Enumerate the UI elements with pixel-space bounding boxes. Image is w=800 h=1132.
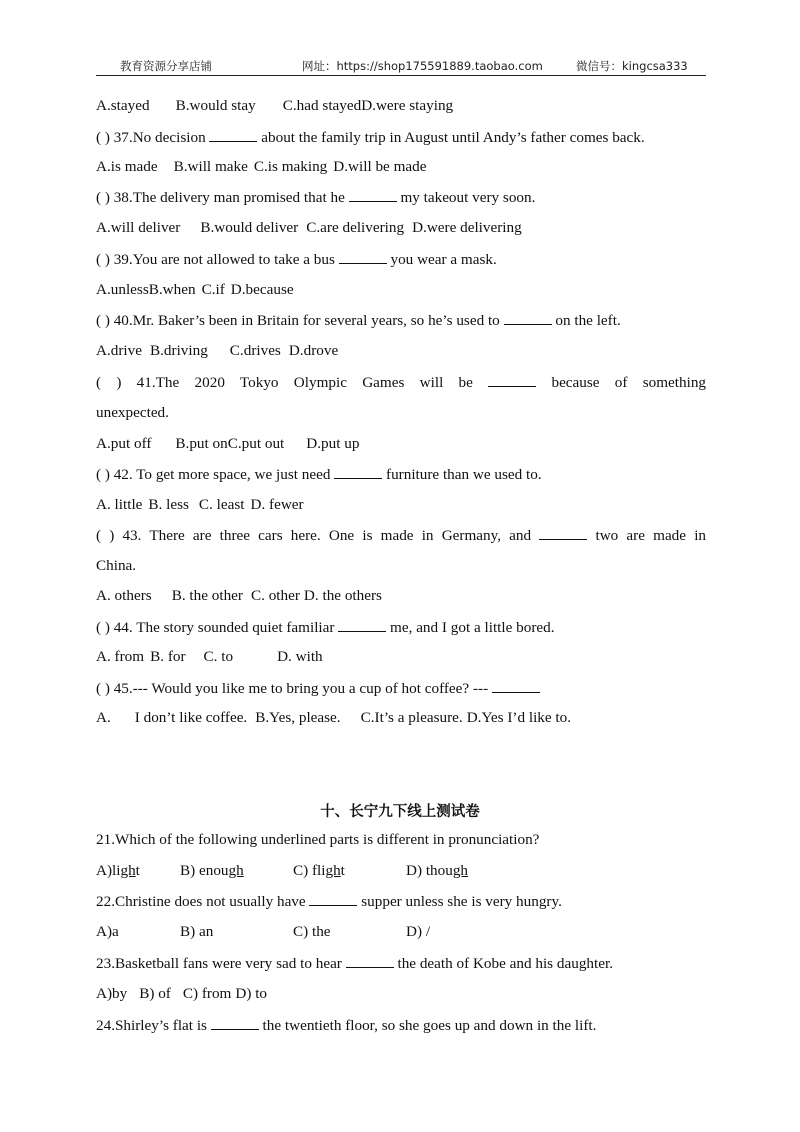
option-d: D) though <box>406 862 469 879</box>
option-d: D.put up <box>306 435 360 452</box>
question-22 <box>96 891 706 912</box>
q22-options <box>96 922 706 942</box>
option-a: A. others <box>96 587 152 604</box>
option-c: C.It’s a pleasure. <box>360 709 463 726</box>
answer-blank <box>211 1015 259 1030</box>
question-text-cont: the twentieth floor, so she goes up and down in the lift. <box>262 1017 597 1034</box>
question-40 <box>96 310 706 331</box>
answer-blank <box>309 891 357 906</box>
option-d: D.because <box>230 281 294 298</box>
option-c: C. other <box>250 587 300 604</box>
question-text-cont: the death of Kobe and his daughter. <box>397 955 613 972</box>
q44-options <box>96 647 706 667</box>
question-text-cont: me, and I got a little bored. <box>390 619 555 636</box>
option-a: A)a <box>96 923 119 940</box>
option-b: B. the other <box>171 587 243 604</box>
question-text: ( ) 38.The delivery man promised that he <box>96 189 345 206</box>
question-text: ( ) 40.Mr. Baker’s been in Britain for several years, so he’s used to <box>96 312 500 329</box>
answer-blank <box>338 617 386 632</box>
option-b: B.Yes, please. <box>255 709 341 726</box>
question-43 <box>96 525 706 546</box>
question-text-cont: two are made in <box>595 527 707 544</box>
option-d: D.drove <box>288 342 339 359</box>
option-c: C. least <box>198 496 245 513</box>
option-b: B.put on <box>175 435 228 452</box>
option-d: D.were staying <box>361 97 454 114</box>
question-text: ( ) 43. There are three cars here. One is made in Germany, and <box>96 527 532 544</box>
answer-blank <box>209 127 257 142</box>
question-24 <box>96 1015 706 1036</box>
q41-options <box>96 434 706 454</box>
option-a: A)light <box>96 862 140 879</box>
option-a-letter: A. <box>96 709 111 726</box>
option-b: B. less <box>148 496 189 513</box>
q37-options <box>96 157 706 177</box>
option-d: D.Yes I’d like to. <box>466 709 572 726</box>
answer-blank <box>339 249 387 264</box>
question-21: 21.Which of the following underlined parts is different in pronunciation? <box>96 831 540 848</box>
option-b: B.would deliver <box>200 219 299 236</box>
option-c: C.are delivering <box>306 219 405 236</box>
question-text-cont: about the family trip in August until Andy’s father comes back. <box>261 129 645 146</box>
q42-options <box>96 495 706 515</box>
option-a: A.will deliver <box>96 219 181 236</box>
header-wechat: 微信号：kingcsa333 <box>576 59 688 73</box>
question-text: 24.Shirley’s flat is <box>96 1017 207 1034</box>
option-d: D) / <box>406 923 431 940</box>
option-c: C.had stayed <box>282 97 362 114</box>
question-text-cont: supper unless she is very hungry. <box>361 893 562 910</box>
question-38 <box>96 187 706 208</box>
question-41 <box>96 372 706 393</box>
option-a: A.put off <box>96 435 152 452</box>
q36-options <box>96 96 706 116</box>
question-text: ( ) 42. To get more space, we just need <box>96 466 331 483</box>
answer-blank <box>539 525 587 540</box>
answer-blank <box>334 464 382 479</box>
option-c: C. to <box>203 648 234 665</box>
option-d: D.were delivering <box>412 219 522 236</box>
question-text-cont: furniture than we used to. <box>386 466 542 483</box>
question-text: ( ) 44. The story sounded quiet familiar <box>96 619 335 636</box>
q21-options <box>96 861 706 881</box>
question-text: ( ) 45.--- Would you like me to bring you a cup of hot coffee? --- <box>96 680 489 697</box>
header-shop-name: 教育资源分享店铺 <box>120 59 212 73</box>
answer-blank <box>504 310 552 325</box>
question-text-cont: you wear a mask. <box>390 251 497 268</box>
question-text: ( ) 37.No decision <box>96 129 206 146</box>
option-a: A.drive <box>96 342 142 359</box>
option-d: D.will be made <box>333 158 427 175</box>
option-a: I don’t like coffee. <box>134 709 248 726</box>
question-42 <box>96 464 706 485</box>
option-c: C) the <box>293 923 331 940</box>
option-b: B.when <box>148 281 196 298</box>
option-b: B) an <box>180 923 214 940</box>
option-c: C.put out <box>227 435 285 452</box>
question-43-cont: China. <box>96 557 137 574</box>
question-text-cont: on the left. <box>555 312 621 329</box>
option-a: A.is made <box>96 158 158 175</box>
section-title: 十、长宁九下线上测试卷 <box>320 804 480 820</box>
q45-options <box>96 708 706 728</box>
option-d: D. the others <box>303 587 382 604</box>
option-d: D. with <box>277 648 323 665</box>
question-45 <box>96 678 706 699</box>
option-b: B. for <box>150 648 186 665</box>
q38-options <box>96 218 706 238</box>
option-c: C) flight <box>293 862 345 879</box>
option-c: C.is making <box>253 158 328 175</box>
option-d: D. fewer <box>250 496 304 513</box>
question-text-cont: my takeout very soon. <box>400 189 536 206</box>
q23-options <box>96 984 706 1004</box>
q40-options <box>96 341 706 361</box>
option-d: D) to <box>235 985 268 1002</box>
option-b: B) of <box>139 985 171 1002</box>
question-text: ( ) 41.The 2020 Tokyo Olympic Games will be <box>96 374 473 391</box>
option-b: B) enough <box>180 862 244 879</box>
page-header <box>96 57 706 76</box>
option-c: C.if <box>201 281 225 298</box>
answer-blank <box>349 187 397 202</box>
q43-options <box>96 586 706 606</box>
question-23 <box>96 953 706 974</box>
option-a: A. little <box>96 496 143 513</box>
answer-blank <box>346 953 394 968</box>
question-37 <box>96 127 706 148</box>
question-39 <box>96 249 706 270</box>
option-b: B.driving <box>149 342 208 359</box>
question-41-cont: unexpected. <box>96 404 169 421</box>
option-b: B.will make <box>173 158 248 175</box>
header-url: 网址：https://shop175591889.taobao.com <box>302 59 543 73</box>
question-text-cont: because of something <box>551 374 707 391</box>
option-a: A.stayed <box>96 97 150 114</box>
option-a: A. from <box>96 648 145 665</box>
option-b: B.would stay <box>175 97 256 114</box>
option-c: C) from <box>182 985 232 1002</box>
question-text: 22.Christine does not usually have <box>96 893 306 910</box>
q39-options <box>96 280 706 300</box>
option-c: C.drives <box>229 342 281 359</box>
question-text: ( ) 39.You are not allowed to take a bus <box>96 251 335 268</box>
question-text: 23.Basketball fans were very sad to hear <box>96 955 342 972</box>
answer-blank <box>492 678 540 693</box>
answer-blank <box>488 372 536 387</box>
option-a: A)by <box>96 985 128 1002</box>
option-a: A.unless <box>96 281 149 298</box>
question-44 <box>96 617 706 638</box>
